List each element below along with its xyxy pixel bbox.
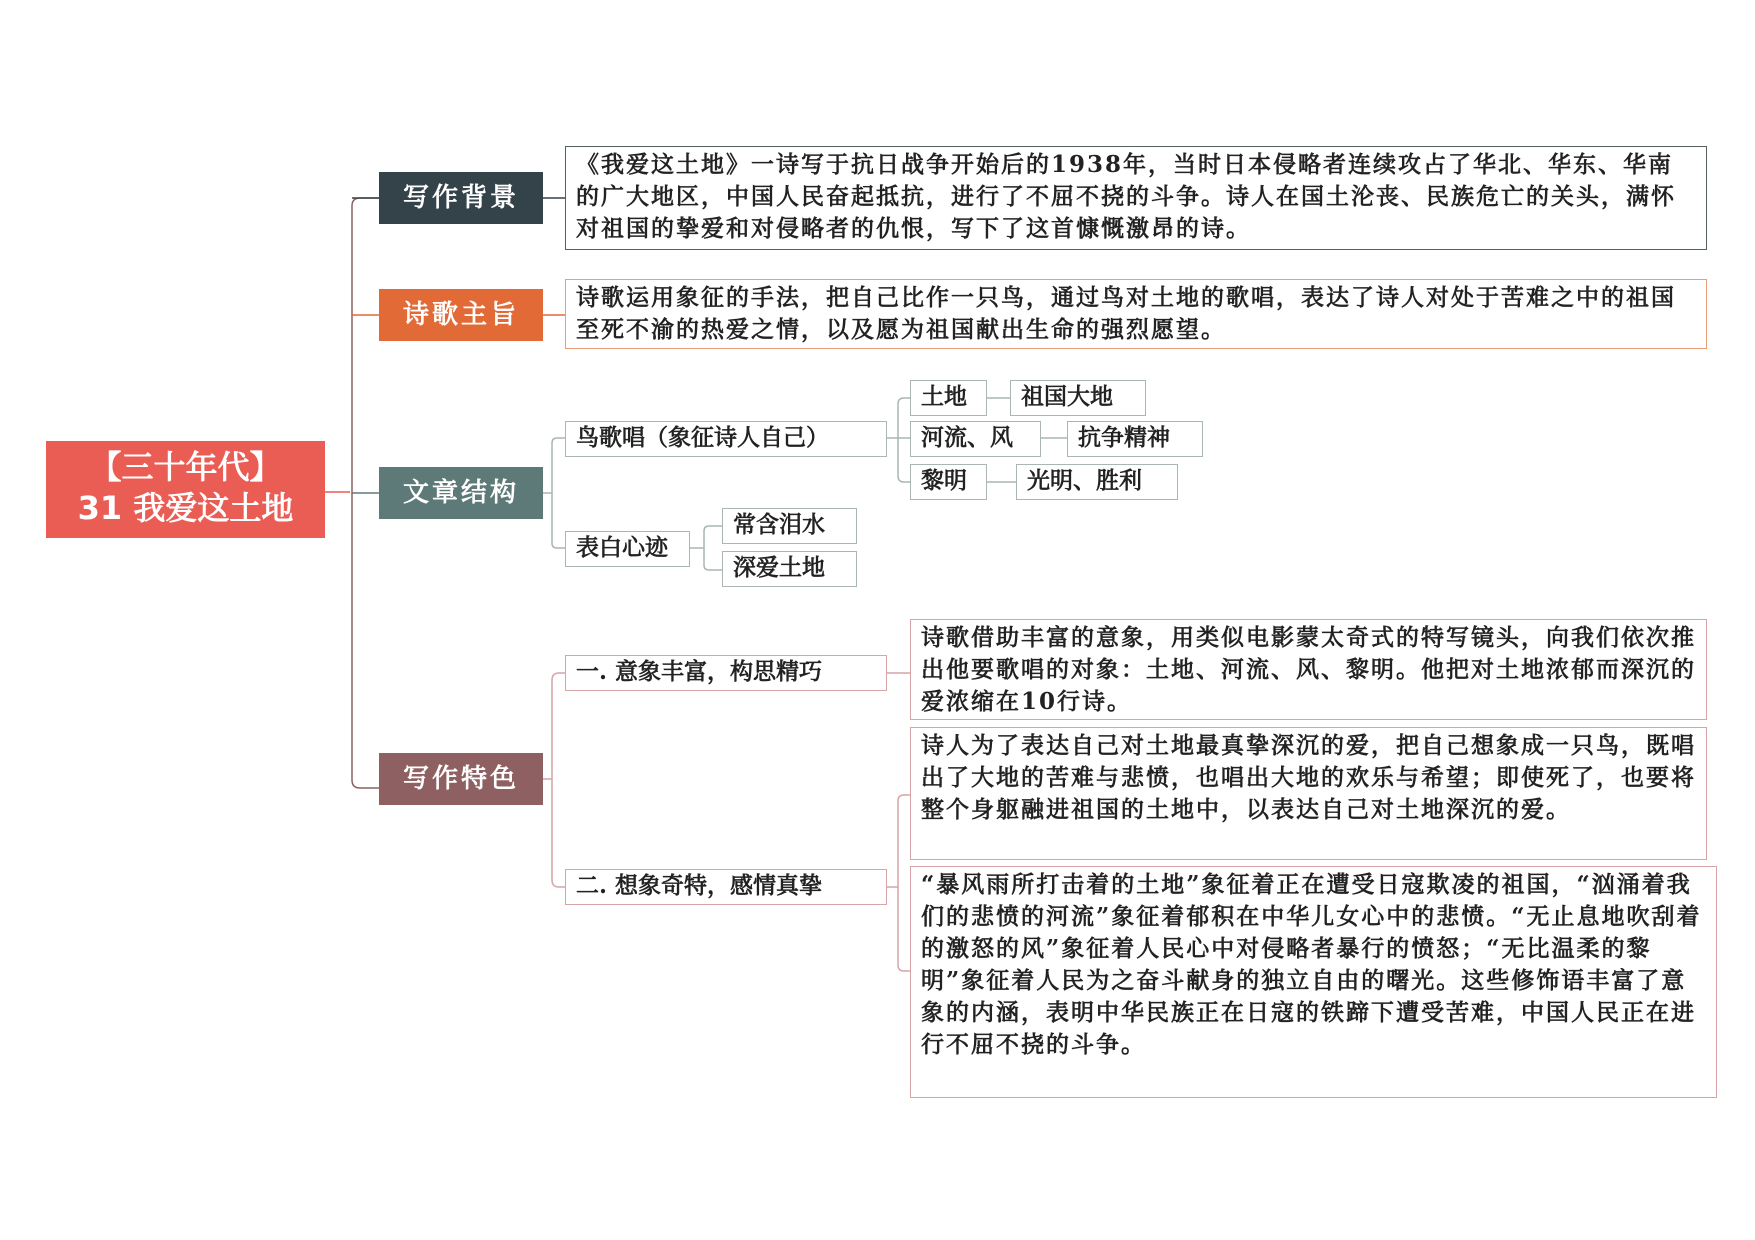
- root-title-line2: 31 我爱这土地: [77, 489, 294, 527]
- feature-2-node[interactable]: 二. 想象奇特，感情真挚: [565, 869, 887, 905]
- feature-1-text: 诗歌借助丰富的意象，用类似电影蒙太奇式的特写镜头，向我们依次推出他要歌唱的对象：土地、河流、风、黎明。他把对土地浓郁而深沉的爱浓缩在10行诗。: [910, 619, 1707, 720]
- structure-confess-item-1[interactable]: 常含泪水: [722, 508, 857, 544]
- feature-2-text-1: 诗人为了表达自己对土地最真挚深沉的爱，把自己想象成一只鸟，既唱出了大地的苦难与悲愤，也唱出大地的欢乐与希望；即使死了，也要将整个身躯融进祖国的土地中，以表达自己对土地深沉的爱。: [910, 727, 1707, 860]
- feature-1-node[interactable]: 一. 意象丰富，构思精巧: [565, 655, 887, 691]
- structure-confess-node[interactable]: 表白心迹: [565, 531, 690, 567]
- structure-image-2[interactable]: 河流、风: [910, 421, 1041, 457]
- feature-2-text-2: “暴风雨所打击着的土地”象征着正在遭受日寇欺凌的祖国，“汹涌着我们的悲愤的河流”象征着郁积在中华儿女心中的悲愤。“无止息地吹刮着的激怒的风”象征着人民心中对侵略者暴行的愤怒；“无比温柔的黎明”象征着人民为之奋斗献身的独立自由的曙光。这些修饰语丰富了意象的内涵，表明中华民族正在日寇的铁蹄下遭受苦难，中国人民正在进行不屈不挠的斗争。: [910, 866, 1717, 1098]
- branch-theme[interactable]: 诗歌主旨: [379, 289, 543, 341]
- branch-background[interactable]: 写作背景: [379, 172, 543, 224]
- structure-bird-node[interactable]: 鸟歌唱（象征诗人自己）: [565, 421, 887, 457]
- root-title-line1: 【三十年代】: [89, 448, 282, 486]
- theme-text: 诗歌运用象征的手法，把自己比作一只鸟，通过鸟对土地的歌唱，表达了诗人对处于苦难之中的祖国至死不渝的热爱之情，以及愿为祖国献出生命的强烈愿望。: [565, 279, 1707, 349]
- structure-meaning-3[interactable]: 光明、胜利: [1016, 464, 1178, 500]
- structure-image-3[interactable]: 黎明: [910, 464, 987, 500]
- root-topic[interactable]: [46, 441, 325, 538]
- structure-meaning-2[interactable]: 抗争精神: [1067, 421, 1203, 457]
- structure-meaning-1[interactable]: 祖国大地: [1010, 380, 1146, 416]
- branch-features[interactable]: 写作特色: [379, 753, 543, 805]
- structure-image-1[interactable]: 土地: [910, 380, 987, 416]
- branch-structure[interactable]: 文章结构: [379, 467, 543, 519]
- background-text: 《我爱这土地》一诗写于抗日战争开始后的1938年，当时日本侵略者连续攻占了华北、华东、华南的广大地区，中国人民奋起抵抗，进行了不屈不挠的斗争。诗人在国土沦丧、民族危亡的关头，满怀对祖国的挚爱和对侵略者的仇恨，写下了这首慷慨激昂的诗。: [565, 146, 1707, 250]
- structure-confess-item-2[interactable]: 深爱土地: [722, 551, 857, 587]
